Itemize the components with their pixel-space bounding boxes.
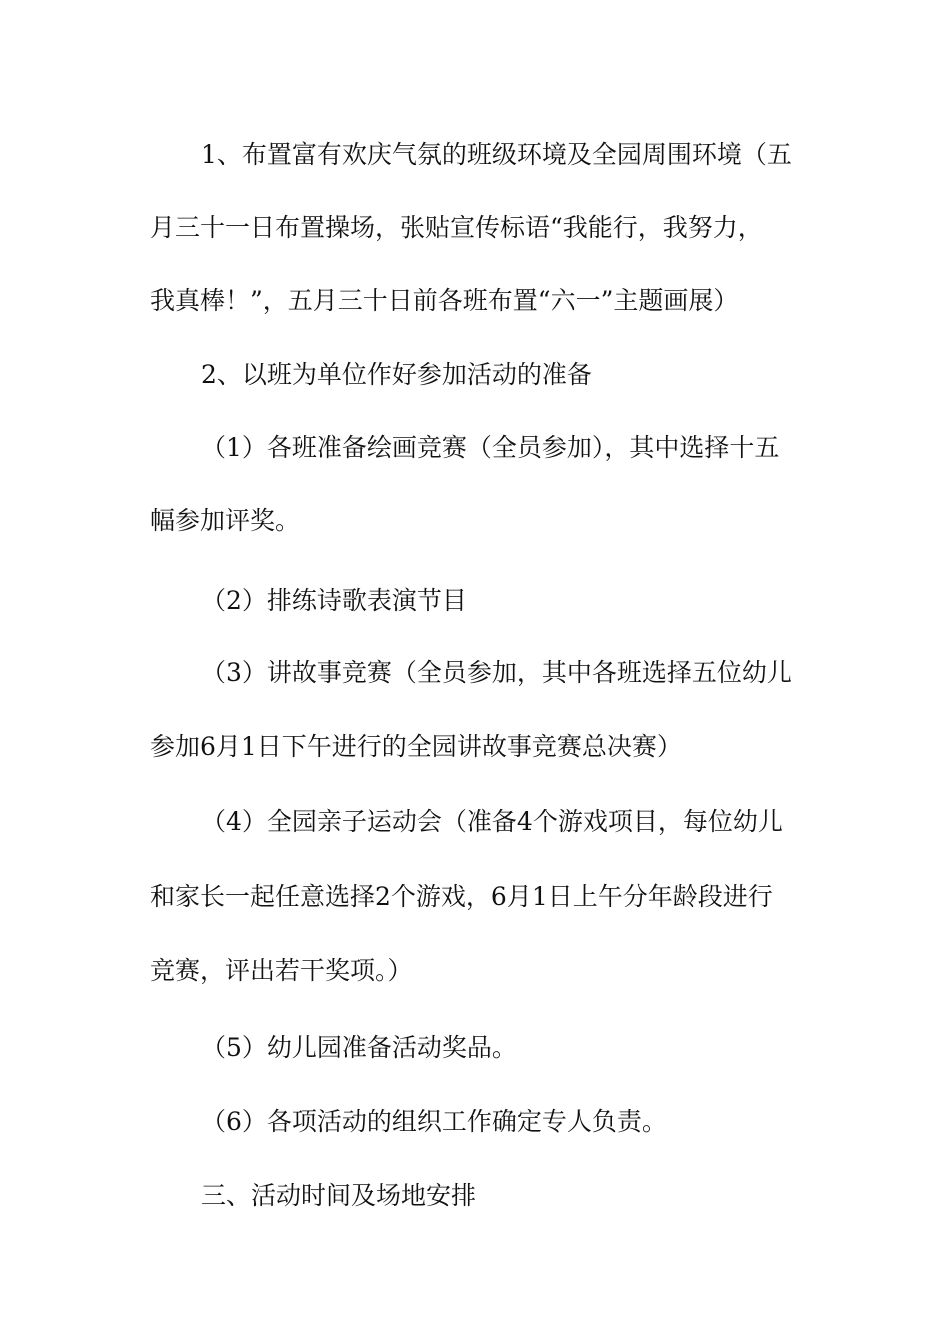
paragraph-6-line-3: 竞赛，评出若干奖项。）: [150, 956, 413, 985]
paragraph-8-line-1: （6）各项活动的组织工作确定专人负责。: [201, 1107, 667, 1136]
paragraph-6-line-1: （4）全园亲子运动会（准备4个游戏项目，每位幼儿: [201, 807, 783, 836]
paragraph-3-line-1: （1）各班准备绘画竞赛（全员参加），其中选择十五: [201, 433, 780, 462]
paragraph-7-line-1: （5）幼儿园准备活动奖品。: [201, 1033, 517, 1062]
paragraph-1-line-3: 我真棒！”，五月三十日前各班布置“六一”主题画展）: [150, 286, 739, 315]
paragraph-2-line-1: 2、以班为单位作好参加活动的准备: [201, 360, 592, 389]
paragraph-3-line-2: 幅参加评奖。: [150, 506, 301, 535]
paragraph-4-line-1: （2）排练诗歌表演节目: [201, 586, 467, 615]
paragraph-1-line-2: 月三十一日布置操场，张贴宣传标语“我能行，我努力，: [150, 213, 763, 242]
section-heading: 三、活动时间及场地安排: [201, 1181, 477, 1210]
paragraph-5-line-1: （3）讲故事竞赛（全员参加，其中各班选择五位幼儿: [201, 658, 792, 687]
paragraph-1-line-1: 1、布置富有欢庆气氛的班级环境及全园周围环境（五: [201, 140, 792, 169]
paragraph-6-line-2: 和家长一起任意选择2个游戏，6月1日上午分年龄段进行: [150, 882, 773, 911]
paragraph-5-line-2: 参加6月1日下午进行的全园讲故事竞赛总决赛）: [150, 732, 682, 761]
